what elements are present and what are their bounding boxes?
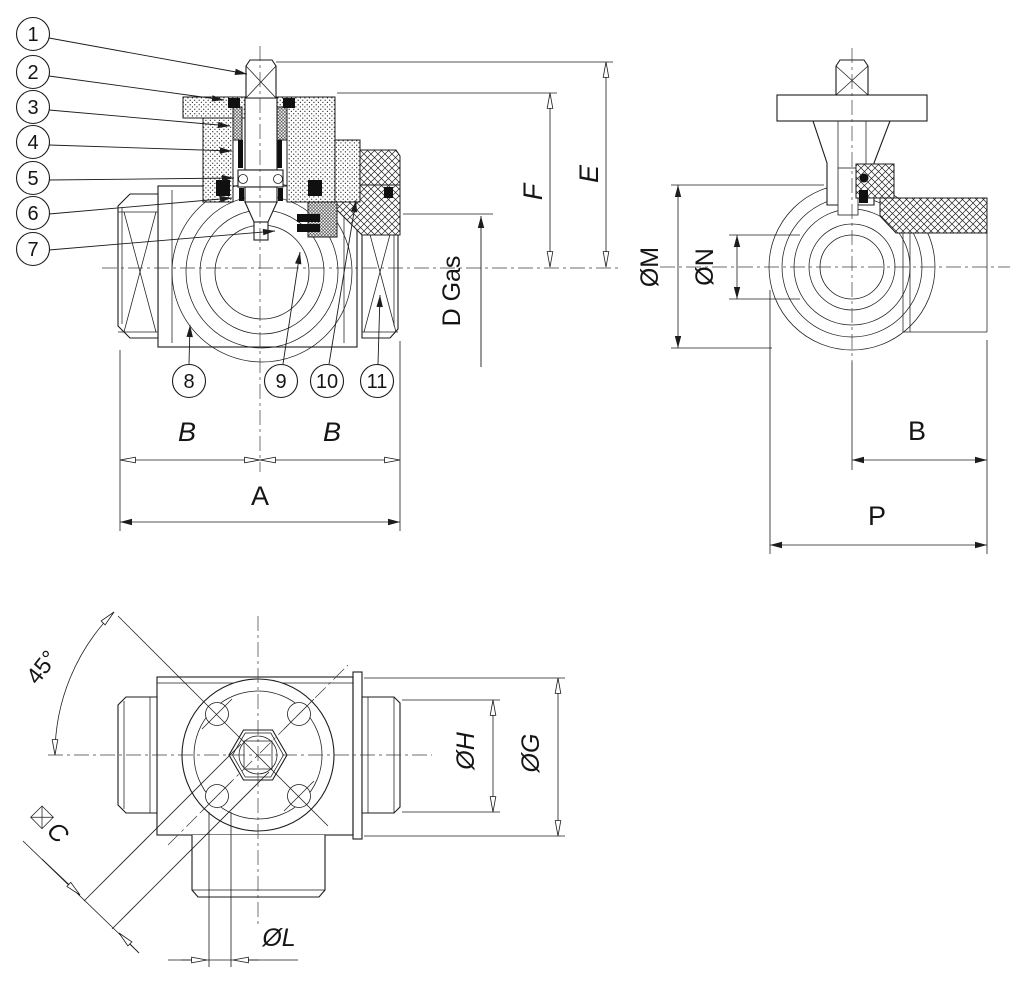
front-section-view — [102, 46, 618, 472]
side-view-dimensions — [636, 185, 987, 554]
callout-6-number: 6 — [27, 203, 39, 225]
callout-10-number: 10 — [315, 371, 339, 393]
callout-11 — [361, 365, 394, 398]
callout-9-number: 9 — [275, 371, 287, 393]
dim-b-right-label: B — [322, 417, 342, 447]
callout-4-number: 4 — [27, 132, 39, 154]
dim-f-label: F — [518, 183, 548, 201]
side-section-view — [660, 48, 1010, 362]
dim-angle-label: 45° — [20, 645, 63, 689]
callout-3-number: 3 — [27, 97, 39, 119]
callout-7 — [17, 233, 50, 266]
callout-10 — [311, 365, 344, 398]
dim-e-label: E — [574, 164, 604, 184]
callout-5 — [17, 162, 50, 195]
callout-9 — [265, 365, 298, 398]
right-port-side — [903, 233, 987, 332]
dim-d-gas-label: D Gas — [438, 255, 466, 327]
callout-1 — [17, 18, 50, 51]
dim-b-left-label: B — [177, 417, 197, 447]
callout-6 — [17, 197, 50, 230]
dim-m-label: ØM — [636, 246, 664, 288]
callout-3 — [17, 91, 50, 124]
top-view — [48, 616, 432, 928]
valve-stem-front — [238, 60, 283, 240]
callout-11-number: 11 — [366, 371, 388, 393]
dim-a-label: A — [250, 481, 270, 511]
dim-square-c — [26, 802, 74, 850]
dim-l-label: ØL — [262, 924, 296, 952]
dim-c-label: C — [41, 816, 74, 850]
gland-section-side — [838, 164, 987, 233]
dim-h-label: ØH — [452, 732, 480, 770]
callout-8 — [173, 365, 206, 398]
dim-p-label: P — [867, 501, 887, 531]
dim-b-side-label: B — [907, 416, 927, 446]
dim-n-label: ØN — [691, 248, 719, 286]
callout-5-number: 5 — [27, 168, 39, 190]
callout-2 — [17, 56, 50, 89]
callout-4 — [17, 126, 50, 159]
callout-8-number: 8 — [183, 371, 195, 393]
dim-g-label: ØG — [517, 733, 545, 773]
callout-2-number: 2 — [27, 62, 39, 84]
callout-1-number: 1 — [27, 24, 39, 46]
callout-7-number: 7 — [27, 239, 39, 261]
